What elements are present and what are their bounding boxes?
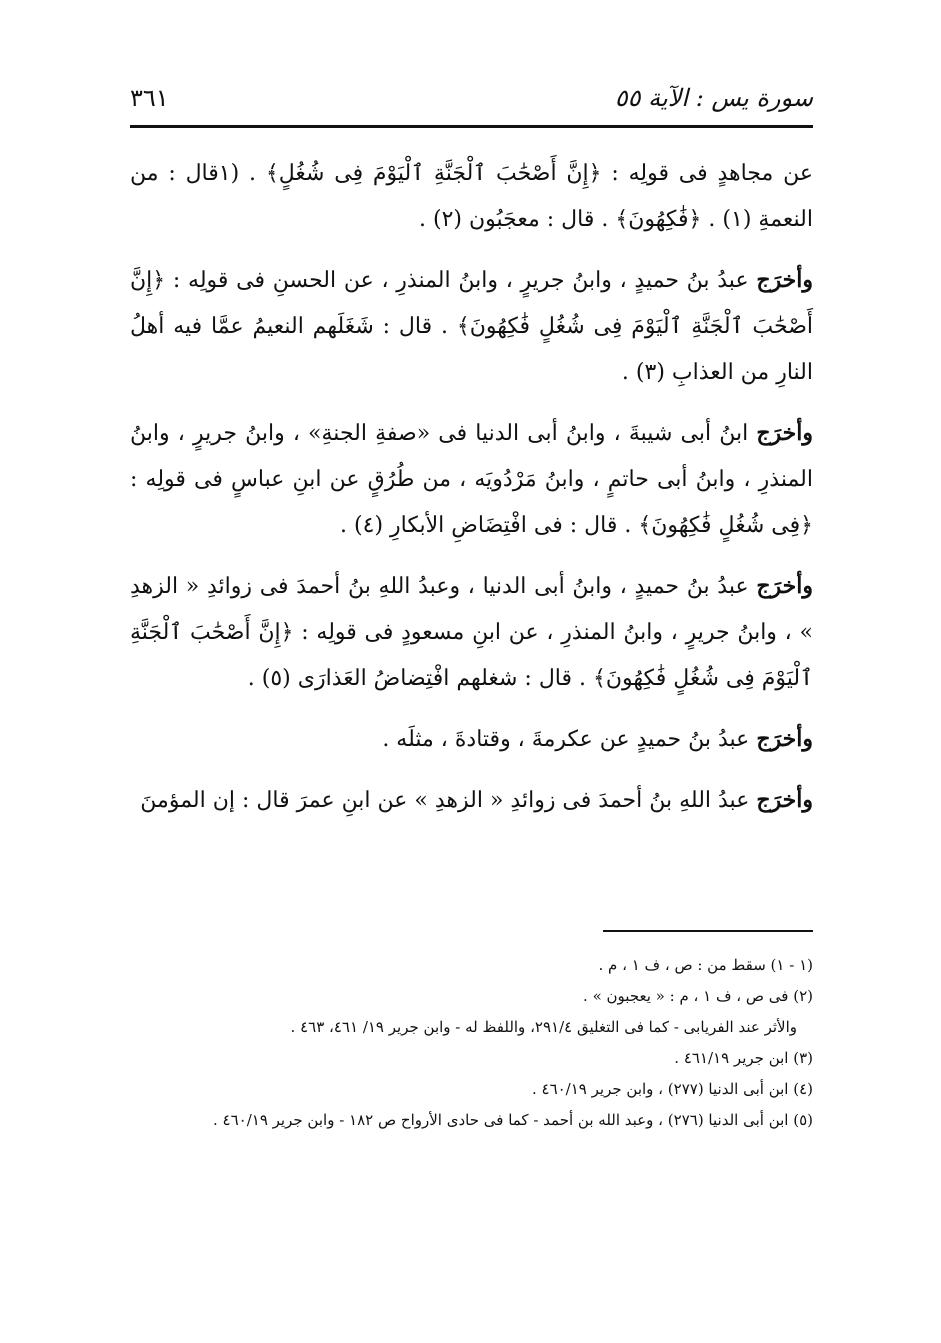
paragraph — [130, 410, 813, 549]
paragraph-lead: وأخرَج — [756, 267, 813, 293]
paragraph-lead: وأخرَج — [756, 787, 813, 813]
footnote: (٣) ابن جرير ٤٦١/١٩ . — [674, 1049, 813, 1067]
paragraph — [130, 777, 813, 824]
paragraph-text: عبدُ بنُ حميدٍ ، وابنُ أبى الدنيا ، وعبدُ اللهِ بنُ أحمدَ فى زوائدِ « الزهدِ » ، وابنُ جريرٍ ، وابنُ المنذرِ ، عن ابنِ مسعودٍ فى قولِه : ﴿إِنَّ أَصْحَٰبَ ٱلْجَنَّةِ ٱلْيَوْمَ فِى شُغُلٍ فَٰكِهُونَ﴾ . قال : شغلهم افْتِضاضُ العَذارَى (٥) . — [130, 574, 813, 691]
footnote: والأثر عند الفريابى - كما فى التغليق ٢٩١/٤، واللفظ له - وابن جرير ١٩/ ٤٦١، ٤٦٣ . — [290, 1018, 797, 1036]
paragraph-lead: وأخرَج — [756, 420, 813, 446]
paragraph-text: ابنُ أبى شيبةَ ، وابنُ أبى الدنيا فى «صفةِ الجنةِ» ، وابنُ جريرٍ ، وابنُ المنذرِ ، وابنُ أبى حاتمٍ ، وابنُ مَرْدُويَه ، من طُرُقٍ عن ابنِ عباسٍ فى قولِه : ﴿فِى شُغُلٍ فَٰكِهُونَ﴾ . قال : فى افْتِضَاضِ الأبكارِ (٤) . — [130, 421, 813, 538]
page-number: ٣٦١ — [130, 84, 169, 112]
footnote-rule — [603, 930, 813, 932]
main-text — [130, 150, 813, 838]
paragraph-text: عبدُ بنُ حميدٍ ، وابنُ جريرٍ ، وابنُ المنذرِ ، عن الحسنِ فى قولِه : ﴿إِنَّ أَصْحَٰبَ ٱلْجَنَّةِ ٱلْيَوْمَ فِى شُغُلٍ فَٰكِهُونَ﴾ . قال : شَغَلَهم النعيمُ عمَّا فيه أهلُ النارِ من العذابِ (٣) . — [130, 268, 813, 385]
header-rule — [130, 125, 813, 128]
footnotes — [150, 950, 813, 1136]
paragraph-text: عبدُ اللهِ بنُ أحمدَ فى زوائدِ « الزهدِ » عن ابنِ عمرَ قال : إن المؤمنَ — [140, 788, 757, 813]
paragraph-text: عبدُ بنُ حميدٍ عن عكرمةَ ، وقتادةَ ، مثلَه . — [382, 727, 757, 752]
footnote: (١ - ١) سقط من : ص ، ف ١ ، م . — [598, 956, 813, 974]
footnote: (٤) ابن أبى الدنيا (٢٧٧) ، وابن جرير ٤٦٠/١٩ . — [531, 1080, 813, 1098]
paragraph — [130, 150, 813, 243]
footnote: (٢) فى ص ، ف ١ ، م : « يعجبون » . — [583, 987, 813, 1005]
footnote: (٥) ابن أبى الدنيا (٢٧٦) ، وعبد الله بن أحمد - كما فى حادى الأرواح ص ١٨٢ - وابن جرير ٤٦٠/١٩ . — [213, 1111, 813, 1129]
paragraph-text: عن مجاهدٍ فى قولِه : ﴿إِنَّ أَصْحَٰبَ ٱلْجَنَّةِ ٱلْيَوْمَ فِى شُغُلٍ﴾ . (١قال : من النعمةِ (١) . ﴿فَٰكِهُونَ﴾ . قال : معجَبُون (٢) . — [130, 161, 813, 232]
paragraph-lead: وأخرَج — [756, 573, 813, 599]
page-header — [130, 78, 813, 118]
paragraph-lead: وأخرَج — [756, 726, 813, 752]
paragraph — [130, 716, 813, 763]
paragraph — [130, 257, 813, 396]
paragraph — [130, 563, 813, 702]
running-title: سورة يس : الآية ٥٥ — [614, 84, 813, 112]
